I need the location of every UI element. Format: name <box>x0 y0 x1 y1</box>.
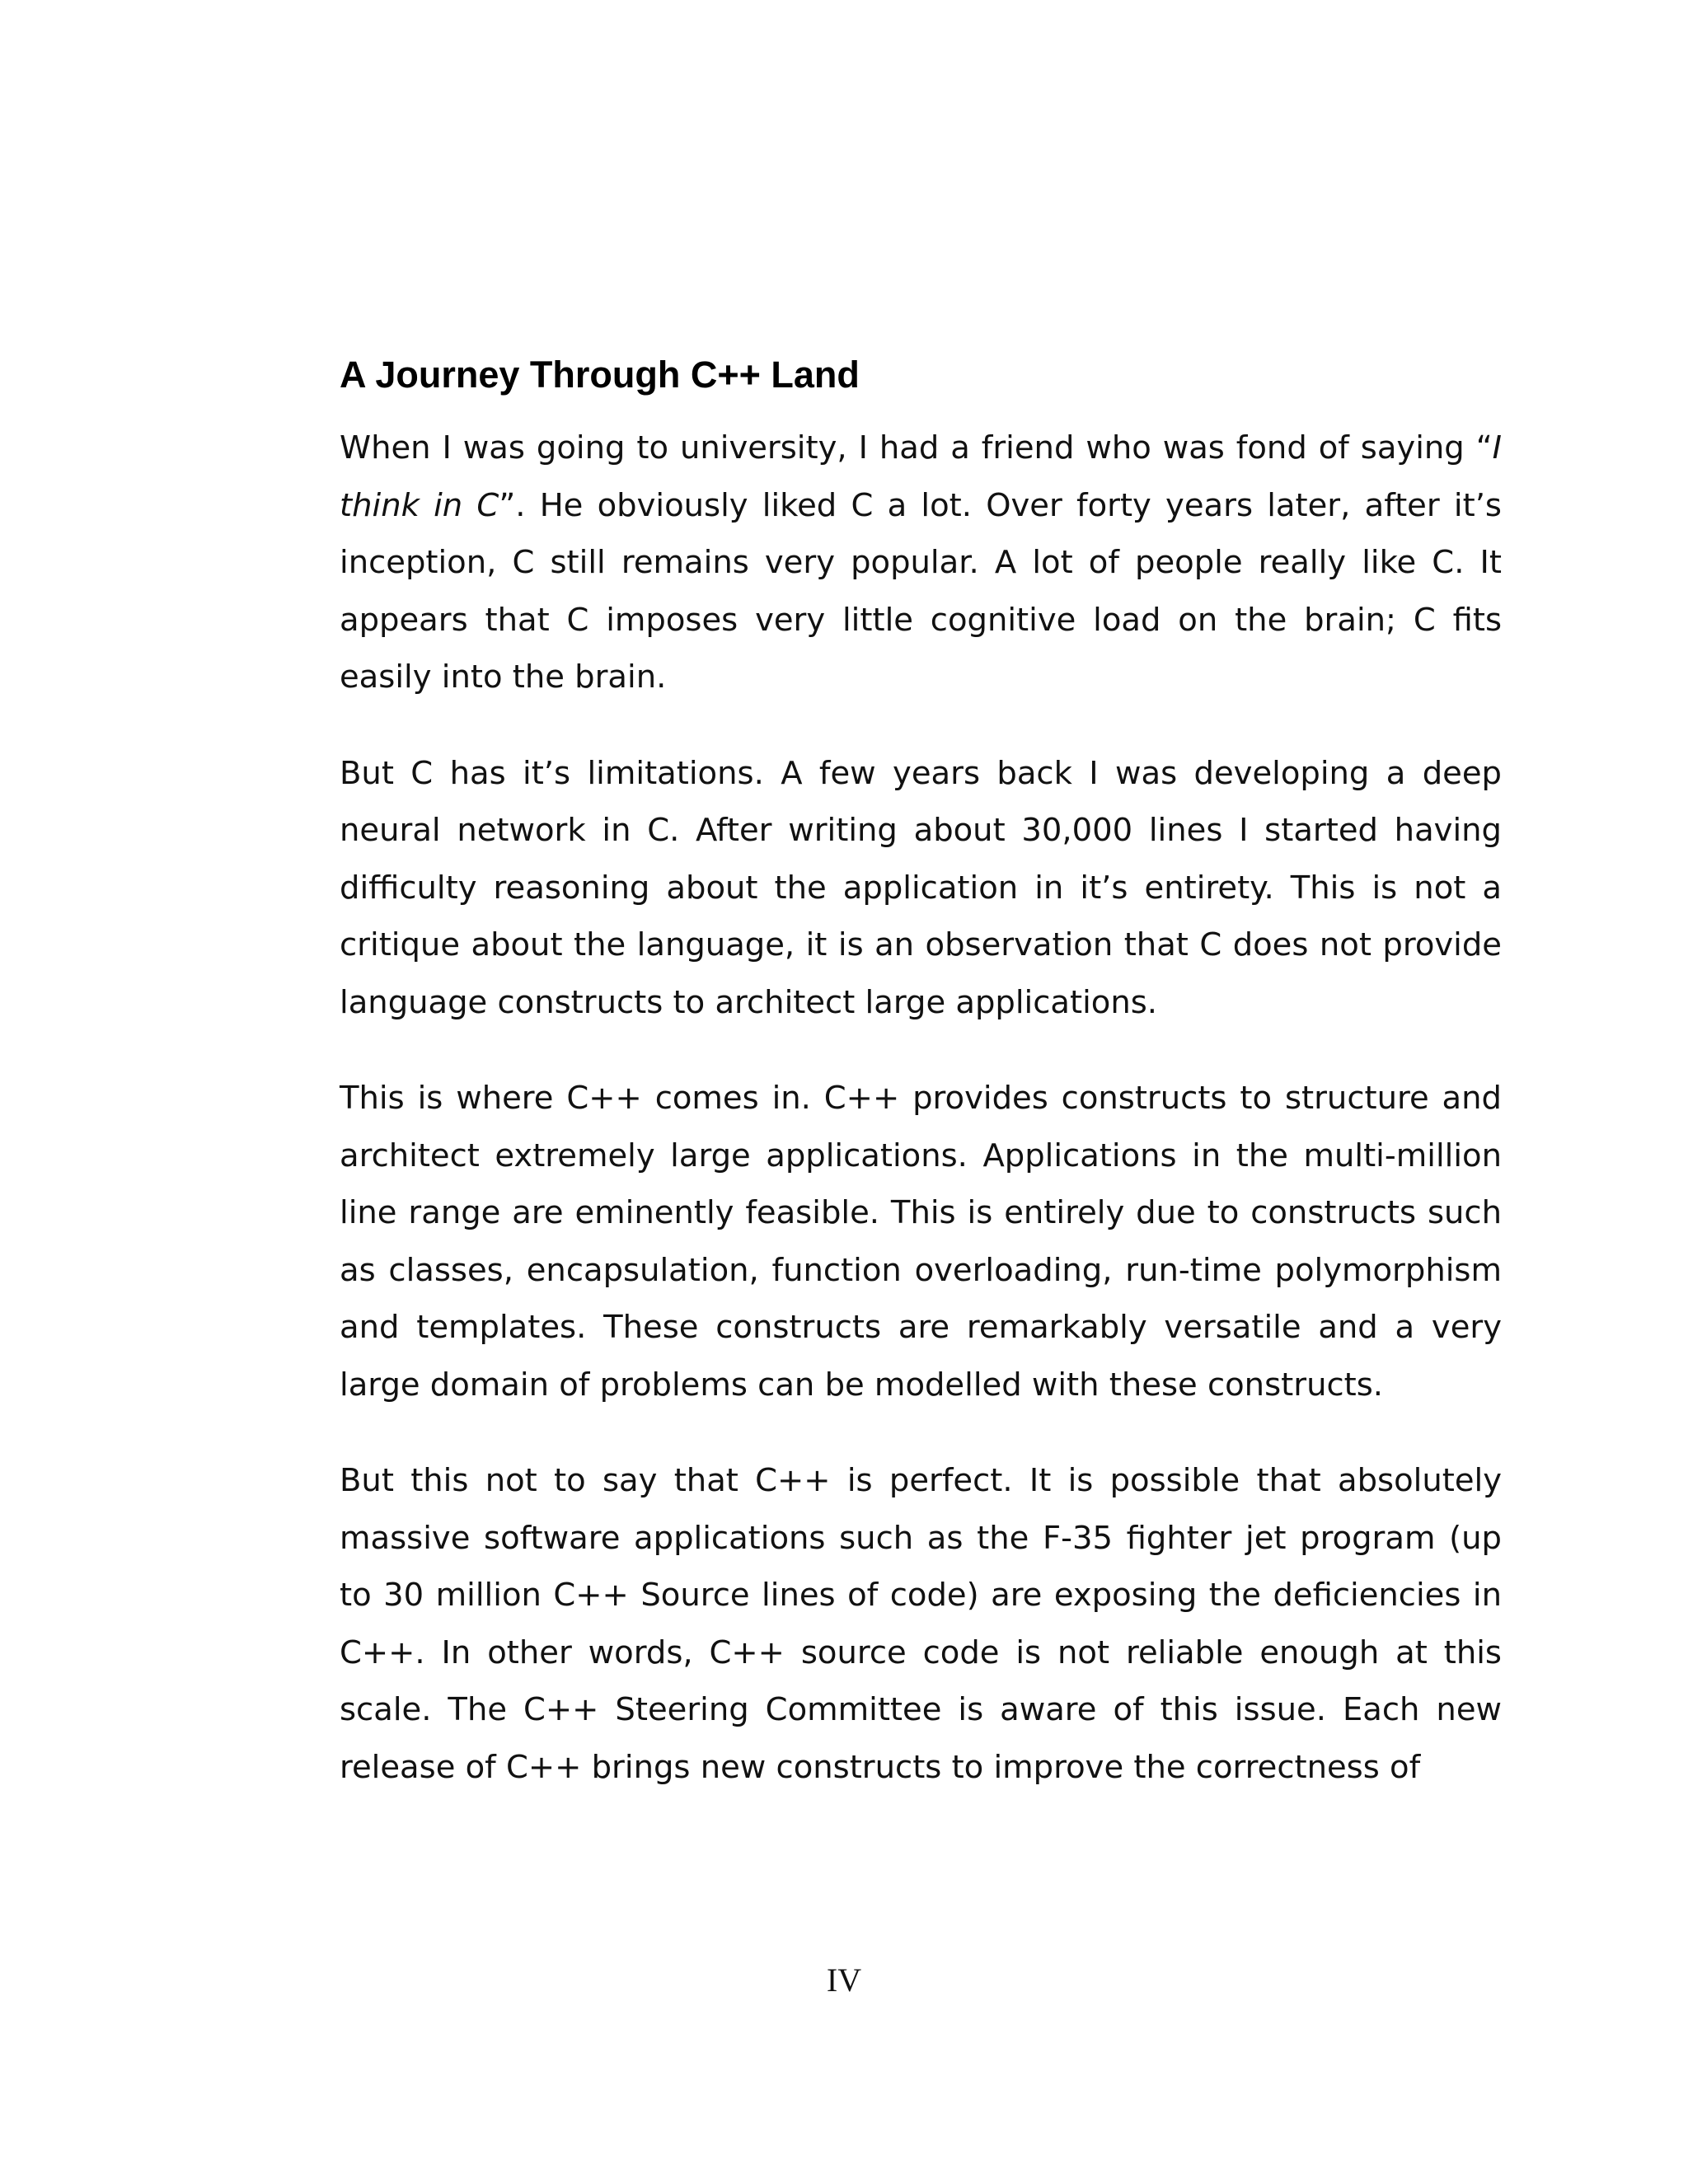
page-number: IV <box>826 1961 862 1999</box>
paragraph-1-open-quote: “ <box>1475 429 1493 466</box>
paragraph-1-start: When I was going to university, I had a friend who was fond of saying <box>340 429 1476 466</box>
paragraph-4: But this not to say that C++ is perfect. It is possible that absolutely massive software applications such as the F-35 fighter jet program (up to 30 million C++ Source lines of code) are exposing the deficiencies in C++. In other words, C++ source code is not reliable enough at this scale. The C++ Steering Committee is aware of this issue. Each new release of C++ brings new constructs to improve the correctness of <box>340 1462 1502 1786</box>
paragraph-1-italic-quote: I think in C <box>340 429 1502 524</box>
paragraph-1 <box>340 419 1502 706</box>
paragraph-1-rest: ”. He obviously liked C a lot. Over forty years later, after it’s inception, C still remains very popular. A lot of people really like C. It appears that C imposes very little cognitive load on the brain; C fits easily into the brain. <box>340 486 1502 696</box>
paragraph-3: This is where C++ comes in. C++ provides constructs to structure and architect extremely large applications. Applications in the multi-million line range are eminently feasible. This is entirely due to constructs such as classes, encapsulation, function overloading, run-time polymorphism and templates. These constructs are remarkably versatile and a very large domain of problems can be modelled with these constructs. <box>340 1080 1502 1404</box>
page-content <box>340 350 1502 1835</box>
section-heading: A Journey Through C++ Land <box>340 354 860 396</box>
paragraph-2: But C has it’s limitations. A few years back I was developing a deep neural network in C. After writing about 30,000 lines I started having difficulty reasoning about the application in it’s entirety. This is not a critique about the language, it is an observation that C does not provide language constructs to architect large applications. <box>340 754 1502 1021</box>
